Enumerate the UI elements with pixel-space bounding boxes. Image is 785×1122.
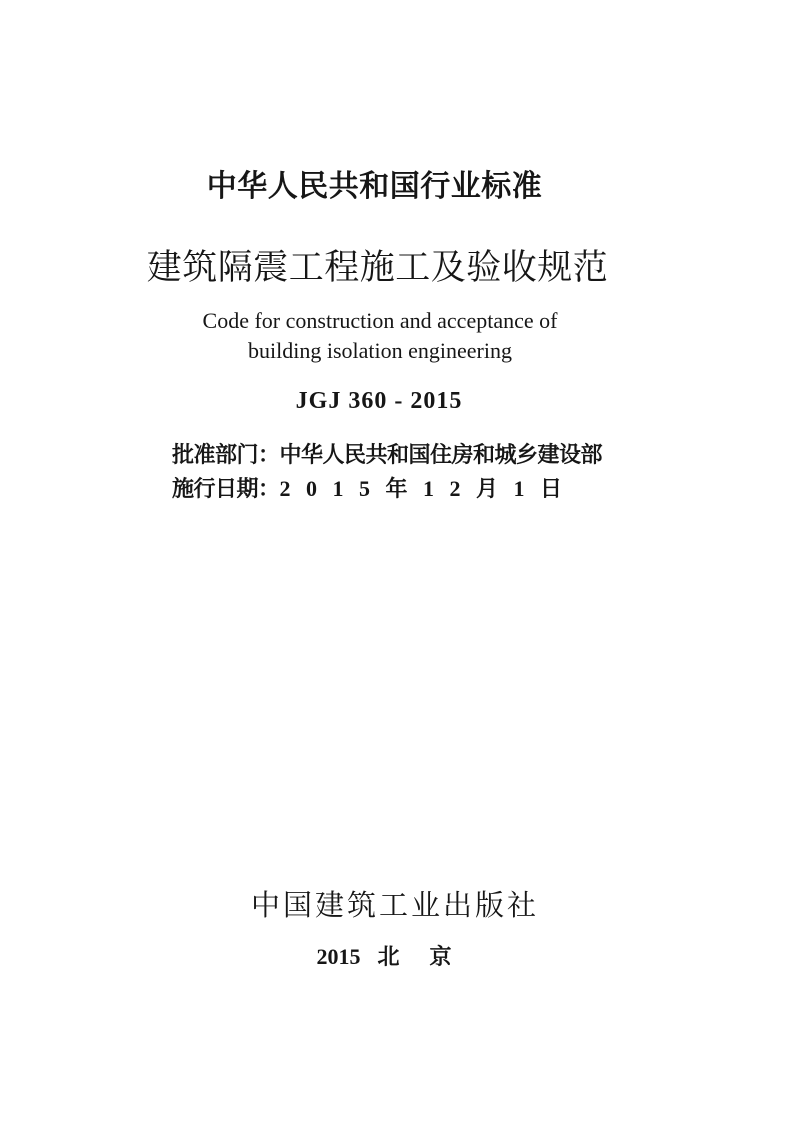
approval-department-value: 中华人民共和国住房和城乡建设部 <box>279 442 603 467</box>
implementation-date-line <box>172 472 596 506</box>
standard-type-heading: 中华人民共和国行业标准 <box>206 170 543 203</box>
approval-department-label: 批准部门： <box>172 442 280 467</box>
publication-year-city <box>0 940 772 971</box>
standard-code: JGJ 360 - 2015 <box>295 388 463 414</box>
document-title-zh: 建筑隔震工程施工及验收规范 <box>146 248 609 287</box>
document-title-en <box>0 306 760 366</box>
title-en-line2: building isolation engineering <box>248 338 512 363</box>
publication-year: 2015 <box>316 944 361 969</box>
approval-department-line <box>172 438 603 472</box>
approval-block <box>172 438 603 506</box>
implementation-date-label: 施行日期： <box>172 476 280 501</box>
title-en-line1: Code for construction and acceptance of <box>202 308 558 333</box>
implementation-date-value: 2 0 1 5 年 1 2 月 1 日 <box>279 476 562 501</box>
publication-city: 北 京 <box>377 944 456 969</box>
publisher-name: 中国建筑工业出版社 <box>250 890 539 922</box>
